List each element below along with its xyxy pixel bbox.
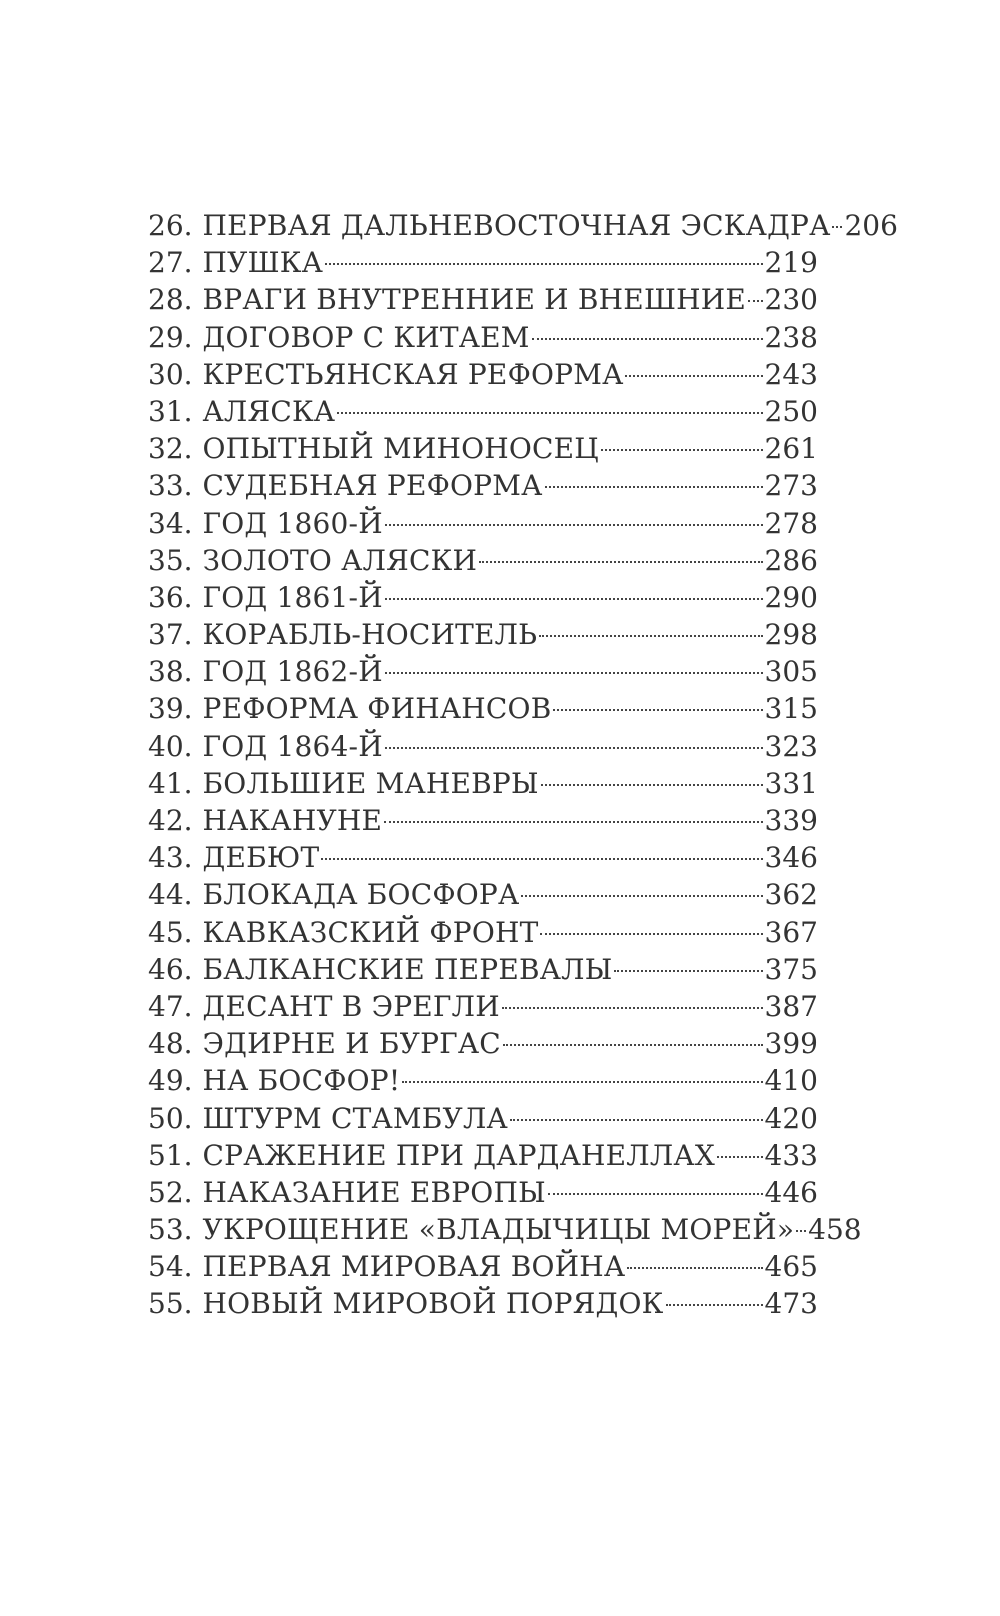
dot-leader (748, 300, 763, 302)
toc-entry[interactable] (148, 281, 818, 318)
toc-entry[interactable] (148, 1285, 818, 1322)
toc-entry[interactable] (148, 244, 818, 281)
dot-leader (627, 1267, 762, 1269)
toc-entry-page: 206 (844, 209, 898, 242)
table-of-contents (148, 207, 898, 1323)
toc-entry-number: 37. (148, 618, 193, 652)
toc-entry-page: 238 (764, 320, 818, 354)
toc-entry-number: 31. (148, 394, 193, 428)
toc-entry-page: 230 (764, 283, 818, 317)
toc-entry-title: КОРАБЛЬ-НОСИТЕЛЬ (202, 618, 538, 652)
dot-leader (545, 486, 763, 488)
toc-entry-number: 54. (148, 1250, 193, 1284)
toc-entry-page: 331 (764, 766, 818, 800)
toc-entry[interactable] (148, 505, 818, 542)
toc-entry[interactable] (148, 802, 818, 839)
dot-leader (385, 672, 763, 674)
dot-leader (385, 747, 763, 749)
toc-entry-title: КАВКАЗСКИЙ ФРОНТ (202, 915, 539, 949)
toc-entry-title: ГОД 1862-Й (202, 655, 383, 689)
toc-entry[interactable] (148, 393, 818, 430)
dot-leader (601, 449, 763, 451)
toc-entry-title: СРАЖЕНИЕ ПРИ ДАРДАНЕЛЛАХ (202, 1138, 715, 1172)
dot-leader (540, 933, 762, 935)
toc-entry-page: 286 (764, 543, 818, 577)
toc-entry[interactable] (148, 1174, 818, 1211)
toc-entry[interactable] (148, 876, 818, 913)
toc-entry-number: 29. (148, 320, 193, 354)
toc-entry-page: 446 (764, 1175, 818, 1209)
toc-entry-page: 420 (764, 1101, 818, 1135)
toc-entry-page: 323 (764, 729, 818, 763)
toc-entry-page: 339 (764, 804, 818, 837)
toc-entry-title: БЛОКАДА БОСФОРА (202, 878, 520, 912)
toc-entry-page: 458 (808, 1213, 862, 1247)
toc-entry-title: ГОД 1860-Й (202, 506, 383, 540)
toc-entry-page: 387 (764, 989, 818, 1023)
toc-entry[interactable] (148, 839, 818, 876)
dot-leader (385, 598, 763, 600)
toc-entry[interactable] (148, 951, 818, 988)
toc-entry-title: ГОД 1861-Й (202, 580, 383, 614)
toc-entry-number: 46. (148, 952, 193, 986)
dot-leader (325, 263, 763, 265)
toc-entry-title: УКРОЩЕНИЕ «ВЛАДЫЧИЦЫ МОРЕЙ» (202, 1213, 795, 1247)
toc-entry-title: ПЕРВАЯ МИРОВАЯ ВОЙНА (202, 1250, 626, 1284)
toc-entry-number: 38. (148, 655, 193, 689)
dot-leader (539, 635, 762, 637)
toc-entry-number: 55. (148, 1287, 193, 1321)
toc-entry-page: 410 (764, 1064, 818, 1098)
toc-entry-number: 34. (148, 506, 193, 540)
toc-entry-page: 278 (764, 506, 818, 540)
dot-leader (337, 412, 762, 414)
toc-entry-page: 315 (764, 692, 818, 726)
toc-entry-title: НОВЫЙ МИРОВОЙ ПОРЯДОК (202, 1287, 664, 1321)
toc-entry-number: 48. (148, 1027, 193, 1061)
dot-leader (541, 784, 763, 786)
toc-entry[interactable] (148, 430, 818, 467)
toc-entry-number: 35. (148, 543, 193, 577)
toc-entry-number: 50. (148, 1101, 193, 1135)
toc-entry[interactable] (148, 1100, 818, 1137)
toc-entry-title: КРЕСТЬЯНСКАЯ РЕФОРМА (202, 357, 624, 391)
toc-entry-number: 36. (148, 580, 193, 614)
toc-entry-number: 49. (148, 1064, 193, 1098)
toc-entry[interactable] (148, 467, 818, 504)
dot-leader (796, 1230, 806, 1232)
toc-entry-title: ПУШКА (202, 246, 324, 280)
toc-entry[interactable] (148, 356, 818, 393)
dot-leader (717, 1156, 763, 1158)
dot-leader (384, 821, 762, 823)
toc-entry[interactable] (148, 1248, 818, 1285)
toc-entry-page: 305 (764, 655, 818, 689)
dot-leader (521, 895, 762, 897)
toc-entry-number: 51. (148, 1138, 193, 1172)
toc-entry[interactable] (148, 765, 818, 802)
toc-entry[interactable] (148, 1137, 818, 1174)
toc-entry-title: РЕФОРМА ФИНАНСОВ (202, 692, 552, 726)
toc-entry-number: 40. (148, 729, 193, 763)
dot-leader (510, 1119, 763, 1121)
toc-entry-title: НАКАЗАНИЕ ЕВРОПЫ (202, 1175, 546, 1209)
toc-entry-title: СУДЕБНАЯ РЕФОРМА (202, 469, 543, 503)
toc-entry-page: 250 (764, 394, 818, 428)
toc-entry-title: ВРАГИ ВНУТРЕННИЕ И ВНЕШНИЕ (202, 283, 746, 317)
toc-entry-number: 43. (148, 841, 193, 875)
dot-leader (832, 226, 842, 228)
toc-entry-number: 44. (148, 878, 193, 912)
toc-entry-title: ПЕРВАЯ ДАЛЬНЕВОСТОЧНАЯ ЭСКАДРА (202, 209, 831, 242)
toc-entry-number: 26. (148, 209, 193, 242)
toc-entry-page: 473 (764, 1287, 818, 1321)
toc-entry[interactable] (148, 690, 818, 727)
toc-entry[interactable] (148, 728, 818, 765)
toc-entry-number: 33. (148, 469, 193, 503)
toc-entry-page: 465 (764, 1250, 818, 1284)
toc-entry-page: 362 (764, 878, 818, 912)
toc-entry-page: 399 (764, 1027, 818, 1061)
dot-leader (503, 1044, 763, 1046)
toc-entry[interactable] (148, 653, 818, 690)
toc-entry-title: ГОД 1864-Й (202, 729, 383, 763)
toc-entry-number: 42. (148, 804, 193, 837)
toc-entry-number: 30. (148, 357, 193, 391)
toc-entry-title: ДЕСАНТ В ЭРЕГЛИ (202, 989, 500, 1023)
dot-leader (614, 970, 762, 972)
toc-entry[interactable] (148, 207, 898, 244)
dot-leader (402, 1081, 762, 1083)
dot-leader (502, 1007, 763, 1009)
toc-entry-number: 27. (148, 246, 193, 280)
toc-entry-page: 346 (764, 841, 818, 875)
toc-entry[interactable] (148, 1062, 818, 1099)
dot-leader (479, 561, 762, 563)
toc-entry-number: 53. (148, 1213, 193, 1247)
toc-entry-number: 45. (148, 915, 193, 949)
toc-entry-title: ДЕБЮТ (202, 841, 320, 875)
toc-entry-number: 32. (148, 432, 193, 466)
toc-entry-title: БОЛЬШИЕ МАНЕВРЫ (202, 766, 539, 800)
toc-entry[interactable] (148, 988, 818, 1025)
toc-entry-page: 273 (764, 469, 818, 503)
toc-entry-title: ОПЫТНЫЙ МИНОНОСЕЦ (202, 432, 599, 466)
toc-entry-title: НАКАНУНЕ (202, 804, 383, 837)
toc-entry-page: 433 (764, 1138, 818, 1172)
toc-entry-page: 298 (764, 618, 818, 652)
dot-leader (625, 375, 762, 377)
toc-entry[interactable] (148, 579, 818, 616)
toc-entry-number: 39. (148, 692, 193, 726)
toc-entry[interactable] (148, 542, 818, 579)
toc-entry-page: 367 (764, 915, 818, 949)
toc-entry-number: 41. (148, 766, 193, 800)
toc-entry[interactable] (148, 1025, 818, 1062)
toc-entry-title: ЭДИРНЕ И БУРГАС (202, 1027, 501, 1061)
toc-entry-page: 219 (764, 246, 818, 280)
toc-entry-title: ДОГОВОР С КИТАЕМ (202, 320, 530, 354)
dot-leader (532, 338, 763, 340)
toc-entry-title: НА БОСФОР! (202, 1064, 401, 1098)
dot-leader (666, 1304, 763, 1306)
toc-entry-page: 290 (764, 580, 818, 614)
toc-entry-title: БАЛКАНСКИЕ ПЕРЕВАЛЫ (202, 952, 613, 986)
toc-entry-number: 52. (148, 1175, 193, 1209)
dot-leader (385, 524, 763, 526)
toc-entry[interactable] (148, 1211, 862, 1248)
toc-entry-page: 375 (764, 952, 818, 986)
toc-entry-title: ШТУРМ СТАМБУЛА (202, 1101, 508, 1135)
toc-entry[interactable] (148, 914, 818, 951)
toc-entry-number: 47. (148, 989, 193, 1023)
toc-entry[interactable] (148, 319, 818, 356)
dot-leader (548, 1193, 763, 1195)
toc-entry-title: ЗОЛОТО АЛЯСКИ (202, 543, 478, 577)
dot-leader (321, 858, 762, 860)
toc-entry-number: 28. (148, 283, 193, 317)
dot-leader (553, 709, 762, 711)
toc-entry-title: АЛЯСКА (202, 394, 336, 428)
toc-entry[interactable] (148, 616, 818, 653)
toc-entry-page: 243 (764, 357, 818, 391)
toc-entry-page: 261 (764, 432, 818, 466)
